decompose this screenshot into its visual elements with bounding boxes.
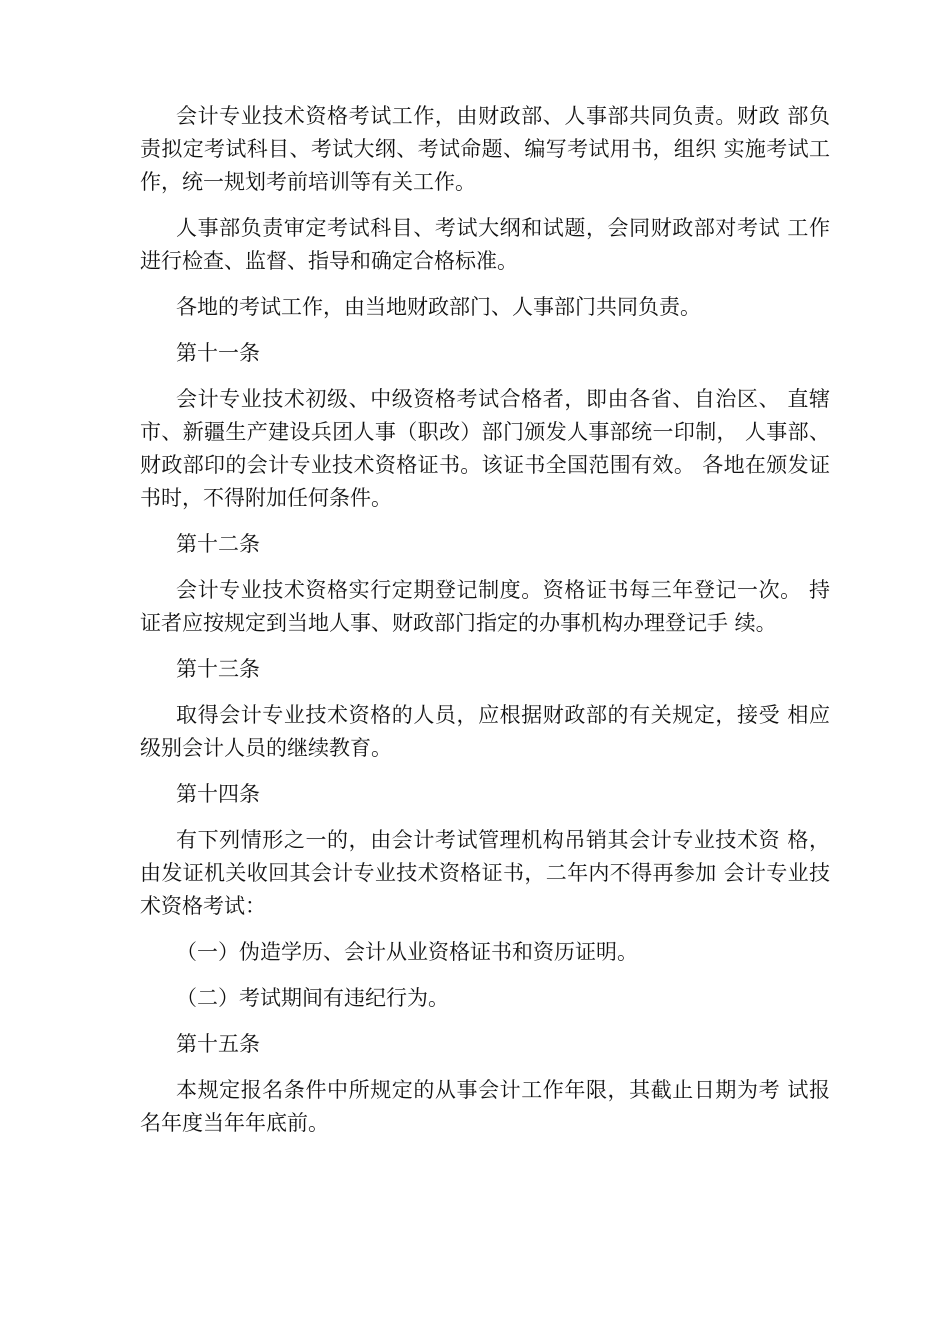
- article-12-heading: 第十二条: [176, 532, 260, 556]
- article-15-heading: 第十五条: [176, 1032, 260, 1056]
- document-page: [140, 100, 830, 1153]
- para-article-14-item-1: （一）伪造学历、会计从业资格证书和资历证明。: [176, 940, 638, 964]
- article-14-heading: 第十四条: [176, 782, 260, 806]
- para-personnel-ministry: 人事部负责审定考试科目、考试大纲和试题，会同财政部对考试 工作进行检查、监督、指导和确定合格标准。: [140, 216, 830, 273]
- para-article-14: 有下列情形之一的，由会计考试管理机构吊销其会计专业技术资 格，由发证机关收回其会计专业技术资格证书，二年内不得再参加 会计专业技术资格考试：: [140, 828, 830, 918]
- para-article-14-item-2: （二）考试期间有违纪行为。: [176, 986, 449, 1010]
- para-exam-responsibility: 会计专业技术资格考试工作，由财政部、人事部共同负责。财政 部负责拟定考试科目、考试大纲、考试命题、编写考试用书，组织 实施考试工作，统一规划考前培训等有关工作。: [140, 104, 830, 194]
- para-article-15: 本规定报名条件中所规定的从事会计工作年限，其截止日期为考 试报名年度当年年底前。: [140, 1078, 830, 1135]
- para-local-work: 各地的考试工作，由当地财政部门、人事部门共同负责。: [176, 295, 701, 319]
- para-article-13: 取得会计专业技术资格的人员，应根据财政部的有关规定，接受 相应级别会计人员的继续教育。: [140, 703, 830, 760]
- para-article-11: 会计专业技术初级、中级资格考试合格者，即由各省、自治区、 直辖市、新疆生产建设兵团人事（职改）部门颁发人事部统一印制， 人事部、财政部印的会计专业技术资格证书。该证书全国范围有效。 各地在颁发证书时，不得附加任何条件。: [140, 387, 830, 510]
- para-article-12: 会计专业技术资格实行定期登记制度。资格证书每三年登记一次。 持证者应按规定到当地人事、财政部门指定的办事机构办理登记手 续。: [140, 578, 830, 635]
- article-13-heading: 第十三条: [176, 657, 260, 681]
- article-11-heading: 第十一条: [176, 341, 260, 365]
